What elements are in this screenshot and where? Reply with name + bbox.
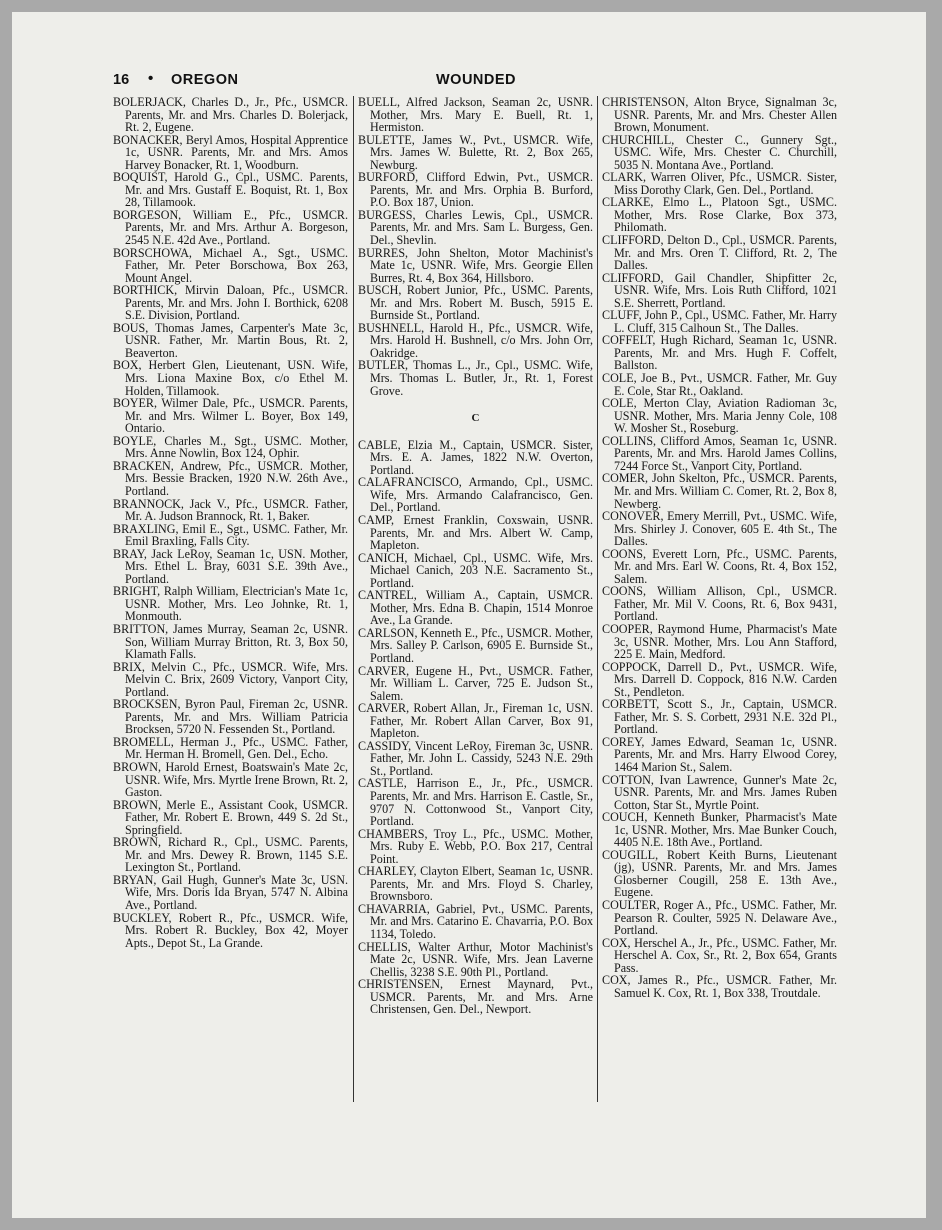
- casualty-entry: COULTER, Roger A., Pfc., USMC. Father, Mr. Pearson R. Coulter, 5925 N. Delaware Ave., Portland.: [602, 898, 837, 938]
- casualty-entry: CLUFF, John P., Cpl., USMC. Father, Mr. Harry L. Cluff, 315 Calhoun St., The Dalles.: [602, 308, 837, 335]
- casualty-entry: CHELLIS, Walter Arthur, Motor Machinist's Mate 2c, USNR. Wife, Mrs. Jean Laverne Chellis, 3238 S.E. 90th Pl., Portland.: [358, 939, 593, 979]
- casualty-entry: CAMP, Ernest Franklin, Coxswain, USNR. Parents, Mr. and Mrs. Albert W. Camp, Mapleton.: [358, 512, 593, 553]
- casualty-entry: CHAVARRIA, Gabriel, Pvt., USMC. Parents, Mr. and Mrs. Catarino E. Chavarria, P.O. Box 1134, Toledo.: [358, 901, 593, 941]
- casualty-entry: BROWN, Harold Ernest, Boatswain's Mate 2c, USNR. Wife, Mrs. Myrtle Irene Brown, Rt. 2, Gaston.: [113, 759, 348, 800]
- column-1: [113, 96, 348, 949]
- column-3: [602, 96, 837, 999]
- casualty-entry: COLLINS, Clifford Amos, Seaman 1c, USNR. Parents, Mr. and Mrs. Harold James Collins, 7244 Force St., Vanport City, Portland.: [602, 433, 837, 473]
- casualty-entry: COLE, Joe B., Pvt., USMCR. Father, Mr. Guy E. Cole, Star Rt., Oakland.: [602, 371, 837, 398]
- casualty-entry: BRAY, Jack LeRoy, Seaman 1c, USN. Mother, Mrs. Ethel L. Bray, 6031 S.E. 39th Ave., Portland.: [113, 546, 348, 586]
- column-2: [358, 96, 593, 1016]
- casualty-entry: COMER, John Skelton, Pfc., USMCR. Parents, Mr. and Mrs. William C. Comer, Rt. 2, Box 8, Newberg.: [602, 471, 837, 511]
- casualty-entry: CONOVER, Emery Merrill, Pvt., USMC. Wife, Mrs. Shirley J. Conover, 605 E. 4th St., The Dalles.: [602, 509, 837, 549]
- casualty-entry: COX, James R., Pfc., USMCR. Father, Mr. Samuel K. Cox, Rt. 1, Box 338, Troutdale.: [602, 973, 837, 1000]
- casualty-entry: BURGESS, Charles Lewis, Cpl., USMCR. Parents, Mr. and Mrs. Sam L. Burgess, Gen. Del., Shevlin.: [358, 207, 593, 248]
- casualty-entry: BRACKEN, Andrew, Pfc., USMCR. Mother, Mrs. Bessie Bracken, 1920 N.W. 26th Ave., Portland.: [113, 458, 348, 498]
- casualty-entry: BROWN, Richard R., Cpl., USMC. Parents, Mr. and Mrs. Dewey R. Brown, 1145 S.E. Lexington St., Portland.: [113, 835, 348, 875]
- casualty-entry: BUSHNELL, Harold H., Pfc., USMCR. Wife, Mrs. Harold H. Bushnell, c/o Mrs. John Orr, Oakridge.: [358, 320, 593, 360]
- casualty-entry: COFFELT, Hugh Richard, Seaman 1c, USNR. Parents, Mr. and Mrs. Hugh F. Coffelt, Ballston.: [602, 333, 837, 373]
- casualty-entry: BRYAN, Gail Hugh, Gunner's Mate 3c, USN. Wife, Mrs. Doris Ida Bryan, 5747 N. Albina Ave., Portland.: [113, 872, 348, 912]
- casualty-entry: COX, Herschel A., Jr., Pfc., USMC. Father, Mr. Herschel A. Cox, Sr., Rt. 2, Box 654, Grants Pass.: [602, 935, 837, 975]
- casualty-entry: COPPOCK, Darrell D., Pvt., USMCR. Wife, Mrs. Darrell D. Coppock, 816 N.W. Carden St., Pendleton.: [602, 659, 837, 699]
- casualty-entry: CANTREL, William A., Captain, USMCR. Mother, Mrs. Edna B. Chapin, 1514 Monroe Ave., La Grande.: [358, 588, 593, 628]
- casualty-entry: BROCKSEN, Byron Paul, Fireman 2c, USNR. Parents, Mr. and Mrs. William Patricia Brocksen, 5720 N. Fessenden St., Portland.: [113, 697, 348, 737]
- casualty-entry: BUSCH, Robert Junior, Pfc., USMC. Parents, Mr. and Mrs. Robert M. Busch, 5915 E. Burnside St., Portland.: [358, 283, 593, 323]
- casualty-entry: BORTHICK, Mirvin Daloan, Pfc., USMCR. Parents, Mr. and Mrs. John I. Borthick, 6208 S.E. Division, Portland.: [113, 283, 348, 323]
- casualty-entry: BRIGHT, Ralph William, Electrician's Mate 1c, USNR. Mother, Mrs. Leo Johnke, Rt. 1, Monmouth.: [113, 584, 348, 624]
- casualty-entry: BOUS, Thomas James, Carpenter's Mate 3c, USNR. Father, Mr. Martin Bous, Rt. 2, Beaverton.: [113, 320, 348, 360]
- page-number: 16: [113, 72, 130, 88]
- casualty-entry: CLIFFORD, Delton D., Cpl., USMCR. Parents, Mr. and Mrs. Oren T. Clifford, Rt. 2, The Dalles.: [602, 233, 837, 273]
- casualty-entry: BOX, Herbert Glen, Lieutenant, USN. Wife, Mrs. Liona Maxine Box, c/o Ethel M. Holden, Tillamook.: [113, 358, 348, 398]
- casualty-entry: BULETTE, James W., Pvt., USMCR. Wife, Mrs. James W. Bulette, Rt. 2, Box 265, Newburg.: [358, 132, 593, 172]
- casualty-entry: BORGESON, William E., Pfc., USMCR. Parents, Mr. and Mrs. Arthur A. Borgeson, 2545 N.E. 42d Ave., Portland.: [113, 207, 348, 248]
- casualty-entry: BOYLE, Charles M., Sgt., USMC. Mother, Mrs. Anne Nowlin, Box 124, Ophir.: [113, 433, 348, 461]
- column-3-entries: [602, 96, 837, 999]
- casualty-entry: BRIX, Melvin C., Pfc., USMCR. Wife, Mrs. Melvin C. Brix, 2609 Victory, Vanport City, Portland.: [113, 659, 348, 699]
- casualty-entry: CHRISTENSEN, Ernest Maynard, Pvt., USMCR. Parents, Mr. and Mrs. Arne Christensen, Gen. Del., Newport.: [358, 977, 593, 1017]
- casualty-entry: BOYER, Wilmer Dale, Pfc., USMCR. Parents, Mr. and Mrs. Wilmer L. Boyer, Box 149, Ontario.: [113, 396, 348, 436]
- casualty-entry: CHAMBERS, Troy L., Pfc., USMC. Mother, Mrs. Ruby E. Webb, P.O. Box 217, Central Point.: [358, 826, 593, 866]
- column-2-entries-top: [358, 96, 593, 397]
- casualty-entry: CHARLEY, Clayton Elbert, Seaman 1c, USNR. Parents, Mr. and Mrs. Floyd S. Charley, Brownsboro.: [358, 864, 593, 904]
- casualty-entry: BRANNOCK, Jack V., Pfc., USMCR. Father, Mr. A. Judson Brannock, Rt. 1, Baker.: [113, 496, 348, 524]
- casualty-entry: COOPER, Raymond Hume, Pharmacist's Mate 3c, USNR. Mother, Mrs. Lou Ann Stafford, 225 E. Main, Medford.: [602, 621, 837, 662]
- casualty-entry: COONS, William Allison, Cpl., USMCR. Father, Mr. Mil V. Coons, Rt. 6, Box 9431, Portland.: [602, 584, 837, 624]
- casualty-entry: BUTLER, Thomas L., Jr., Cpl., USMC. Wife, Mrs. Thomas L. Butler, Jr., Rt. 1, Forest Grove.: [358, 358, 593, 398]
- casualty-entry: BUELL, Alfred Jackson, Seaman 2c, USNR. Mother, Mrs. Mary E. Buell, Rt. 1, Hermiston.: [358, 95, 593, 135]
- casualty-entry: COLE, Merton Clay, Aviation Radioman 3c, USNR. Mother, Mrs. Maria Jenny Cole, 108 W. Mosher St., Roseburg.: [602, 396, 837, 436]
- casualty-entry: CHURCHILL, Chester C., Gunnery Sgt., USMC. Wife, Mrs. Chester C. Churchill, 5035 N. Montana Ave., Portland.: [602, 132, 837, 172]
- casualty-entry: BOLERJACK, Charles D., Jr., Pfc., USMCR. Parents, Mr. and Mrs. Charles D. Bolerjack, Rt. 2, Eugene.: [113, 95, 348, 135]
- document-page: [12, 12, 926, 1218]
- casualty-entry: COREY, James Edward, Seaman 1c, USNR. Parents, Mr. and Mrs. Harry Elwood Corey, 1464 Marion St., Salem.: [602, 734, 837, 774]
- casualty-entry: BROMELL, Herman J., Pfc., USMC. Father, Mr. Herman H. Bromell, Gen. Del., Echo.: [113, 734, 348, 762]
- casualty-entry: CLARKE, Elmo L., Platoon Sgt., USMC. Mother, Mrs. Rose Clarke, Box 373, Philomath.: [602, 195, 837, 235]
- casualty-entry: CASTLE, Harrison E., Jr., Pfc., USMCR. Parents, Mr. and Mrs. Harrison E. Castle, Sr., 9707 N. Cottonwood St., Vanport City, Portland.: [358, 776, 593, 829]
- casualty-entry: BORSCHOWA, Michael A., Sgt., USMC. Father, Mr. Peter Borschowa, Box 263, Mount Angel.: [113, 245, 348, 285]
- column-1-entries: [113, 96, 348, 949]
- casualty-entry: CARVER, Eugene H., Pvt., USMCR. Father, Mr. William L. Carver, 725 E. Judson St., Salem.: [358, 663, 593, 703]
- casualty-entry: CORBETT, Scott S., Jr., Captain, USMCR. Father, Mr. S. S. Corbett, 2931 N.E. 32d Pl., Portland.: [602, 697, 837, 737]
- column-divider-2: [597, 96, 598, 1102]
- casualty-entry: BONACKER, Beryl Amos, Hospital Apprentice 1c, USNR. Parents, Mr. and Mrs. Amos Harvey Bonacker, Rt. 1, Woodburn.: [113, 132, 348, 172]
- casualty-entry: BUCKLEY, Robert R., Pfc., USMCR. Wife, Mrs. Robert R. Buckley, Box 42, Moyer Apts., Depot St., La Grande.: [113, 910, 348, 950]
- section-title: WOUNDED: [436, 72, 517, 88]
- casualty-entry: CLARK, Warren Oliver, Pfc., USMCR. Sister, Miss Dorothy Clark, Gen. Del., Portland.: [602, 170, 837, 197]
- column-divider-1: [353, 96, 354, 1102]
- header-bullet: •: [148, 70, 154, 87]
- section-letter: C: [471, 412, 480, 425]
- casualty-entry: BRAXLING, Emil E., Sgt., USMC. Father, Mr. Emil Braxling, Falls City.: [113, 521, 348, 549]
- casualty-entry: CASSIDY, Vincent LeRoy, Fireman 3c, USNR. Father, Mr. John L. Cassidy, 5243 N.E. 29th St., Portland.: [358, 738, 593, 778]
- state-name: OREGON: [171, 72, 239, 88]
- casualty-entry: COUGILL, Robert Keith Burns, Lieutenant (jg), USNR. Parents, Mr. and Mrs. James Glosberner Cougill, 258 E. 13th Ave., Eugene.: [602, 847, 837, 900]
- casualty-entry: COONS, Everett Lorn, Pfc., USMC. Parents, Mr. and Mrs. Earl W. Coons, Rt. 4, Box 152, Salem.: [602, 546, 837, 586]
- casualty-entry: CHRISTENSON, Alton Bryce, Signalman 3c, USNR. Parents, Mr. and Mrs. Chester Allen Brown, Monument.: [602, 95, 837, 135]
- casualty-entry: BOQUIST, Harold G., Cpl., USMC. Parents, Mr. and Mrs. Gustaff E. Boquist, Rt. 1, Box 28, Tillamook.: [113, 170, 348, 210]
- casualty-entry: CABLE, Elzia M., Captain, USMCR. Sister, Mrs. E. A. James, 1822 N.W. Overton, Portland.: [358, 437, 593, 477]
- casualty-entry: CALAFRANCISCO, Armando, Cpl., USMC. Wife, Mrs. Armando Calafrancisco, Gen. Del., Portland.: [358, 475, 593, 515]
- column-2-entries-bottom: [358, 439, 593, 1016]
- casualty-entry: BROWN, Merle E., Assistant Cook, USMCR. Father, Mr. Robert E. Brown, 449 S. 2d St., Springfield.: [113, 797, 348, 837]
- casualty-entry: COUCH, Kenneth Bunker, Pharmacist's Mate 1c, USNR. Mother, Mrs. Mae Bunker Couch, 4405 N.E. 18th Ave., Portland.: [602, 810, 837, 850]
- casualty-entry: BURRES, John Shelton, Motor Machinist's Mate 1c, USNR. Wife, Mrs. Georgie Ellen Burres, Rt. 4, Box 364, Hillsboro.: [358, 245, 593, 285]
- casualty-entry: COTTON, Ivan Lawrence, Gunner's Mate 2c, USNR. Parents, Mr. and Mrs. James Ruben Cotton, Star St., Myrtle Point.: [602, 772, 837, 812]
- casualty-entry: CARLSON, Kenneth E., Pfc., USMCR. Mother, Mrs. Salley P. Carlson, 6905 E. Burnside St., Portland.: [358, 625, 593, 665]
- casualty-entry: BRITTON, James Murray, Seaman 2c, USNR. Son, William Murray Britton, Rt. 3, Box 50, Klamath Falls.: [113, 621, 348, 662]
- page-header: [12, 72, 926, 94]
- casualty-entry: CARVER, Robert Allan, Jr., Fireman 1c, USN. Father, Mr. Robert Allan Carver, Box 91, Mapleton.: [358, 701, 593, 741]
- casualty-entry: CANICH, Michael, Cpl., USMC. Wife, Mrs. Michael Canich, 203 N.E. Sacramento St., Portland.: [358, 550, 593, 590]
- casualty-entry: CLIFFORD, Gail Chandler, Shipfitter 2c, USNR. Wife, Mrs. Lois Ruth Clifford, 1021 S.E. Sherrett, Portland.: [602, 270, 837, 310]
- casualty-entry: BURFORD, Clifford Edwin, Pvt., USMCR. Parents, Mr. and Mrs. Orphia B. Burford, P.O. Box 187, Union.: [358, 170, 593, 210]
